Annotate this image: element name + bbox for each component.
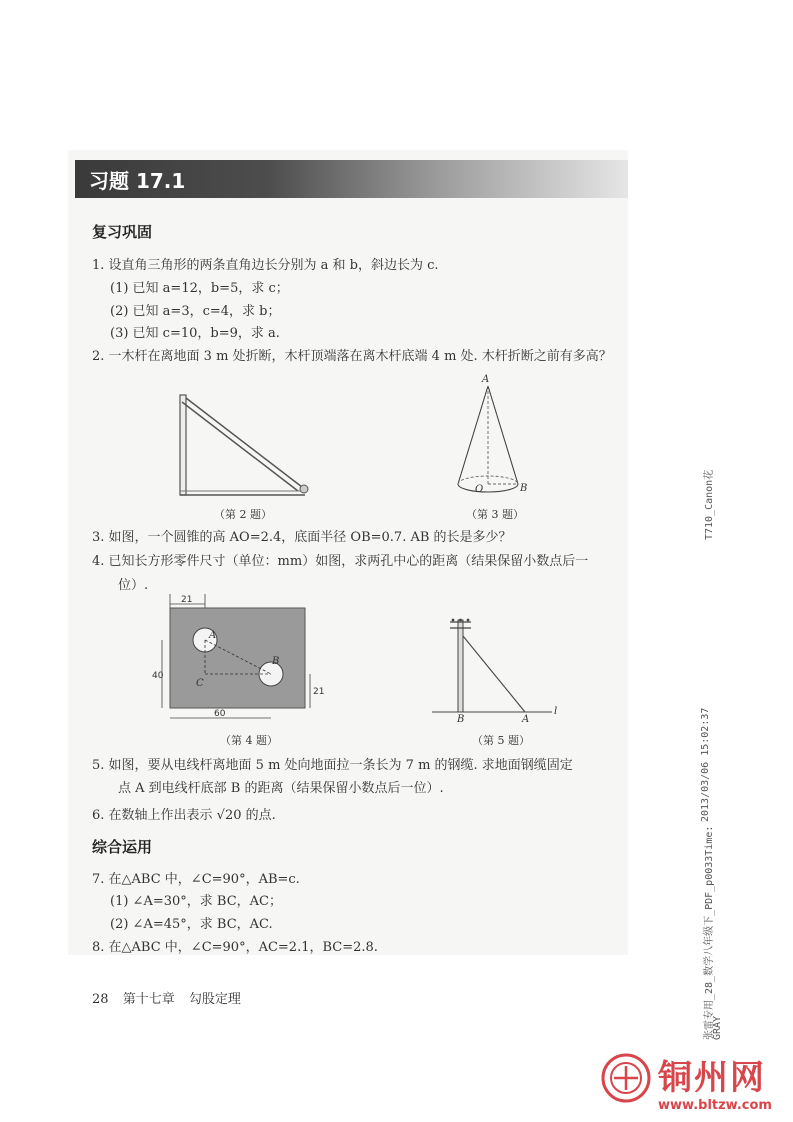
exercise-title: 习题 17.1 bbox=[89, 169, 186, 193]
figure-5-utility-pole bbox=[430, 612, 565, 724]
chapter-topic: 勾股定理 bbox=[188, 992, 241, 1007]
question-1: 1. 设直角三角形的两条直角边长分别为 a 和 b，斜边长为 c. bbox=[92, 258, 439, 273]
section-review-title: 复习巩固 bbox=[92, 223, 153, 241]
question-7-part-1: (1) ∠A=30°，求 BC，AC； bbox=[110, 894, 282, 909]
side-scan-label-gray: GRAY bbox=[712, 1015, 723, 1040]
page-number: 28 bbox=[92, 992, 109, 1007]
figure-4-caption: （第 4 题） bbox=[220, 734, 278, 747]
fig4-dim-60: 60 bbox=[214, 709, 226, 719]
fig5-label-b: B bbox=[457, 714, 465, 724]
fig3-label-o: O bbox=[475, 484, 484, 495]
side-scan-label-file: 张雷专用_28_数学八年级下_PDF_p0033Time: bbox=[704, 825, 715, 1040]
site-watermark bbox=[598, 1048, 788, 1120]
question-6: 6. 在数轴上作出表示 √20 的点. bbox=[92, 808, 276, 823]
question-1-part-1: (1) 已知 a=12，b=5，求 c； bbox=[110, 281, 289, 296]
fig4-label-b: B bbox=[272, 656, 280, 667]
question-2: 2. 一木杆在离地面 3 m 处折断，木杆顶端落在离木杆底端 4 m 处. 木杆折断之前有多高？ bbox=[92, 349, 612, 364]
exercise-header bbox=[75, 160, 628, 198]
side-scan-label-date: 2013/03/06 15:02:37 bbox=[700, 707, 711, 822]
figure-5-caption: （第 5 题） bbox=[472, 734, 530, 747]
figure-3-caption: （第 3 题） bbox=[466, 508, 524, 521]
chapter-label: 第十七章 bbox=[122, 992, 175, 1007]
figure-2-caption: （第 2 题） bbox=[214, 508, 272, 521]
fig4-label-a: A bbox=[209, 630, 217, 641]
fig4-label-c: C bbox=[196, 678, 204, 689]
question-5-line-2: 点 A 到电线杆底部 B 的距离（结果保留小数点后一位）. bbox=[118, 781, 444, 796]
fig4-dim-21-top: 21 bbox=[181, 595, 193, 605]
question-3: 3. 如图，一个圆锥的高 AO=2.4，底面半径 OB=0.7. AB 的长是多少？ bbox=[92, 530, 512, 545]
question-7-part-2: (2) ∠A=45°，求 BC，AC. bbox=[110, 917, 273, 932]
question-8: 8. 在△ABC 中，∠C=90°，AC=2.1，BC=2.8. bbox=[92, 940, 378, 955]
question-4-line-2: 位）. bbox=[118, 578, 149, 593]
watermark-site-name: 铜州网 bbox=[658, 1058, 766, 1098]
figure-4-rectangular-part bbox=[150, 592, 330, 728]
fig4-dim-40: 40 bbox=[152, 671, 164, 681]
figure-3-cone bbox=[448, 372, 538, 502]
fig3-label-b: B bbox=[520, 483, 528, 494]
fig3-label-a: A bbox=[482, 374, 490, 385]
question-1-part-2: (2) 已知 a=3，c=4，求 b； bbox=[110, 304, 281, 319]
page-footer bbox=[92, 988, 251, 1007]
figure-2-broken-pole bbox=[170, 390, 320, 505]
watermark-seal-icon bbox=[600, 1052, 652, 1104]
question-4-line-1: 4. 已知长方形零件尺寸（单位：mm）如图，求两孔中心的距离（结果保留小数点后一 bbox=[92, 554, 589, 569]
section-apply-title: 综合运用 bbox=[92, 838, 153, 856]
fig5-label-a: A bbox=[522, 714, 530, 724]
question-1-part-3: (3) 已知 c=10，b=9，求 a. bbox=[110, 326, 280, 341]
fig5-label-l: l bbox=[554, 706, 558, 717]
watermark-site-url: www.bltzw.com bbox=[658, 1098, 772, 1113]
fig4-dim-21-right: 21 bbox=[313, 687, 325, 697]
question-7: 7. 在△ABC 中，∠C=90°，AB=c. bbox=[92, 872, 300, 887]
question-5-line-1: 5. 如图，要从电线杆离地面 5 m 处向地面拉一条长为 7 m 的钢缆. 求地面钢缆固定 bbox=[92, 758, 573, 773]
side-scan-label-top: T710_Canon花 bbox=[704, 469, 715, 540]
